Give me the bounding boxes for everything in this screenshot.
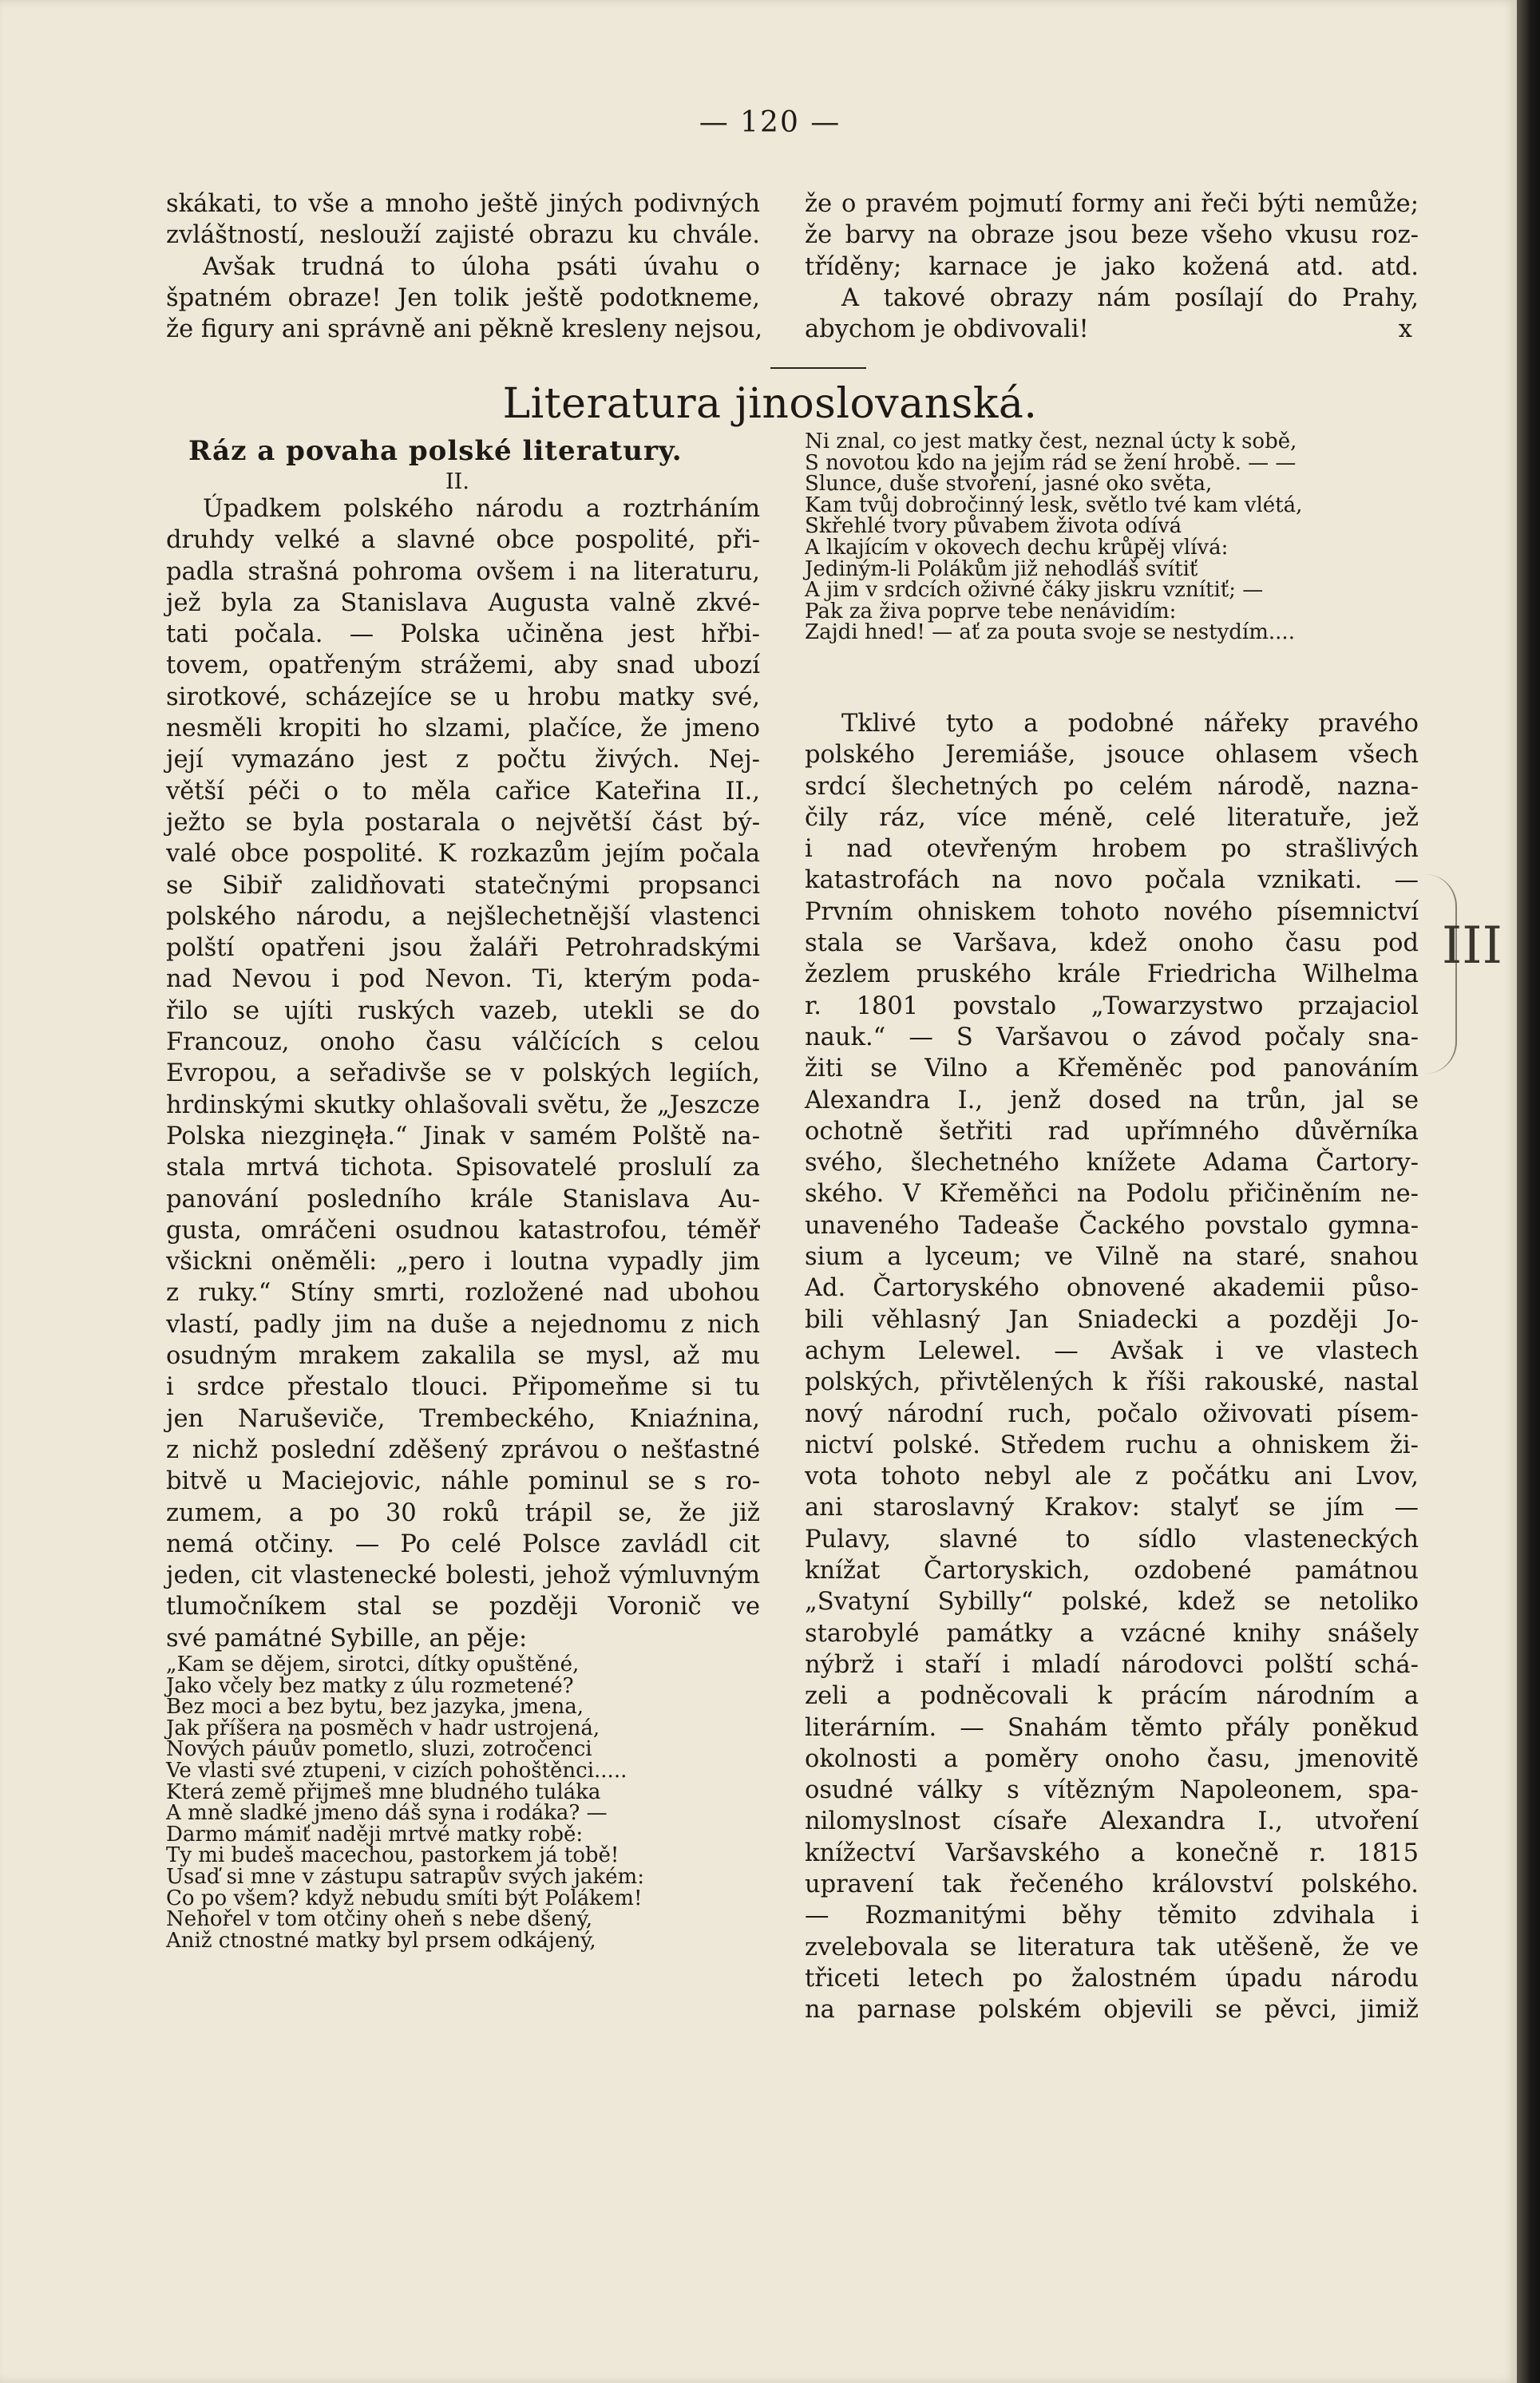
body-line: achym Lelewel. — Avšak i ve vlastech xyxy=(805,1336,1419,1365)
top-left-line: skákati, to vše a mnoho ještě jiných podivných xyxy=(166,190,760,218)
body-line: ani staroslavný Krakov: stalyť se jím — xyxy=(805,1494,1419,1522)
right-body-column xyxy=(805,708,1419,2025)
article-part-number: II. xyxy=(445,469,469,494)
article-title: Ráz a povaha polské literatury. xyxy=(188,435,683,467)
verse-line: Pak za živa poprve tebe nenávidím: xyxy=(805,599,1177,623)
top-right-line: tříděny; karnace je jako kožená atd. atd. xyxy=(805,252,1419,281)
body-line: nový národní ruch, počalo oživovati písem- xyxy=(805,1399,1419,1428)
top-right-line: že barvy na obraze jsou beze všeho vkusu roz- xyxy=(805,221,1419,250)
body-line: nauk.“ — S Varšavou o závod počaly sna- xyxy=(805,1023,1419,1051)
body-line: Úpadkem polského národu a roztrháním xyxy=(203,495,760,523)
left-verse-block xyxy=(166,1654,760,1951)
body-line: unaveného Tadeaše Čackého povstalo gymna- xyxy=(805,1211,1419,1240)
section-divider-rule xyxy=(770,367,866,369)
body-line: osudným mrakem zakalila se mysl, až mu xyxy=(166,1342,760,1371)
top-left-line: špatném obraze! Jen tolik ještě podotkneme, xyxy=(166,283,760,312)
body-line: druhdy velké a slavné obce pospolité, při- xyxy=(166,526,760,555)
body-line: srdcí šlechetných po celém národě, nazna- xyxy=(805,772,1419,801)
body-line: Pulavy, slavné to sídlo vlasteneckých xyxy=(805,1525,1419,1554)
body-line: zvelebovala se literatura tak utěšeně, že ve xyxy=(805,1933,1419,1961)
body-line: padla strašná pohroma ovšem i na literaturu, xyxy=(166,557,760,586)
body-line: jeden, cit vlastenecké bolesti, jehož výmluvným xyxy=(166,1562,760,1590)
top-left-line: zvláštností, neslouží zajisté obrazu ku chvále. xyxy=(166,221,760,250)
verse-line: A jim v srdcích oživné čáky jiskru vznítiť; — xyxy=(805,578,1264,603)
top-left-line: že figury ani správně ani pěkně kresleny nejsou, xyxy=(166,315,763,344)
verse-line: „Kam se dějem, sirotci, dítky opuštěné, xyxy=(166,1652,580,1676)
body-line: polští opatřeni jsou žaláři Petrohradskými xyxy=(166,934,760,963)
body-line: nilomyslnost císaře Alexandra I., utvoření xyxy=(805,1807,1419,1836)
body-line: vota tohoto nebyl ale z počátku ani Lvov, xyxy=(805,1463,1419,1491)
verse-line: Kam tvůj dobročinný lesk, světlo tvé kam vlétá, xyxy=(805,493,1303,517)
top-right-line: že o pravém pojmutí formy ani řeči býti nemůže; xyxy=(805,190,1419,218)
top-right-line: abychom je obdivovali! xyxy=(805,315,1089,344)
body-line: tovem, opatřeným strážemi, aby snad ubozí xyxy=(166,651,760,680)
body-line: „Svatyní Sybilly“ polské, kdež se netoliko xyxy=(805,1588,1419,1617)
body-line: tlumočníkem stal se později Voronič ve xyxy=(166,1593,760,1621)
body-line: knížectví Varšavského a konečně r. 1815 xyxy=(805,1839,1419,1867)
body-line: r. 1801 povstalo „Towarzystwo przajaciol xyxy=(805,992,1419,1020)
body-line: osudné války s vítězným Napoleonem, spa- xyxy=(805,1776,1419,1805)
top-right-column xyxy=(805,188,1419,345)
page-number: — 120 — xyxy=(699,106,841,139)
body-line: žezlem pruského krále Friedricha Wilhelma xyxy=(805,960,1419,989)
body-line: stala se Varšava, kdež onoho času pod xyxy=(805,929,1419,958)
body-line: sirotkové, scházejíce se u hrobu matky své, xyxy=(166,683,760,711)
section-title: Literatura jinoslovanská. xyxy=(502,380,1038,428)
body-line: Francouz, onoho času válčících s celou xyxy=(166,1028,760,1057)
body-line: sium a lyceum; ve Vilně na staré, snahou xyxy=(805,1243,1419,1272)
body-line: nictví polské. Středem ruchu a ohniskem ži- xyxy=(805,1431,1419,1459)
body-line: i srdce přestalo tlouci. Připomeňme si tu xyxy=(166,1373,760,1402)
body-line: jen Naruševiče, Trembeckého, Kniaźnina, xyxy=(166,1404,760,1433)
body-line: z nichž poslední zděšený zprávou o nešťastné xyxy=(166,1435,760,1464)
body-line: jež byla za Stanislava Augusta valně zkvé- xyxy=(166,588,760,617)
top-right-line: A takové obrazy nám posílají do Prahy, xyxy=(841,283,1419,312)
body-line: Polska niezginęła.“ Jinak v samém Polště na- xyxy=(166,1122,760,1150)
body-line: polských, přivtělených k říši rakouské, nastal xyxy=(805,1368,1419,1397)
body-line: valé obce pospolité. K rozkazům jejím počala xyxy=(166,840,760,869)
verse-line: Která země přijmeš mne bludného tuláka xyxy=(166,1779,601,1804)
margin-roman-numeral: III xyxy=(1442,916,1502,976)
body-line: žiti se Vilno a Křeměněc pod panováním xyxy=(805,1055,1419,1083)
verse-line: Co po všem? když nebudu smíti být Polákem! xyxy=(166,1886,643,1910)
body-line: polského národu, a nejšlechetnější vlastenci xyxy=(166,902,760,931)
verse-line: A lkajícím v okovech dechu krůpěj vlívá: xyxy=(805,535,1229,560)
body-line: literárním. — Snahám těmto přály poněkud xyxy=(805,1713,1419,1742)
left-body-column xyxy=(166,493,760,1951)
body-line: starobylé památky a vzácné knihy snášely xyxy=(805,1619,1419,1648)
body-line: katastrofách na novo počala vznikati. — xyxy=(805,866,1419,895)
body-line: nýbrž i staří i mladí národovci polští schá- xyxy=(805,1650,1419,1679)
verse-line: Usaď si mne v zástupu satrapův svých jakém: xyxy=(166,1864,644,1889)
body-line: vlastí, padly jim na duše a nejednomu z nich xyxy=(166,1310,760,1339)
body-line: třiceti letech po žalostném úpadu národu xyxy=(805,1964,1419,1993)
body-line: nemá otčiny. — Po celé Polsce zavládl cit xyxy=(166,1530,760,1558)
verse-line: Nových páuův pometlo, sluzi, zotročenci xyxy=(166,1737,592,1762)
top-right-last-line xyxy=(805,314,1419,345)
body-line: ochotně šetřiti rad upřímného důvěrníka xyxy=(805,1117,1419,1146)
body-line: tati počala. — Polska učiněna jest hřbi- xyxy=(166,620,760,649)
body-line: zeli a podněcovali k prácím národním a xyxy=(805,1682,1419,1711)
top-left-line: Avšak trudná to úloha psáti úvahu o xyxy=(203,252,760,281)
body-line: bitvě u Maciejovic, náhle pominul se s ro- xyxy=(166,1467,760,1496)
verse-line: Aniž ctnostné matky byl prsem odkájený, xyxy=(166,1928,596,1953)
verse-line: S novotou kdo na jejím rád se žení hrobě. — — xyxy=(805,450,1297,475)
body-line: knížat Čartoryskich, ozdobené památnou xyxy=(805,1557,1419,1585)
body-line: panování posledního krále Stanislava Au- xyxy=(166,1185,760,1213)
verse-line: Ty mi budeš macechou, pastorkem já tobě! xyxy=(166,1843,620,1868)
body-line: Prvním ohniskem tohoto nového písemnictví xyxy=(805,897,1419,926)
verse-line: Jak příšera na posměch v hadr ustrojená, xyxy=(166,1716,600,1740)
verse-line: Jako včely bez matky z úlu rozmetené? xyxy=(166,1673,574,1698)
body-line: polského Jeremiáše, jsouce ohlasem všech xyxy=(805,741,1419,770)
body-line: své památné Sybille, an pěje: xyxy=(166,1624,528,1653)
body-line: okolnosti a poměry onoho času, jmenovitě xyxy=(805,1744,1419,1773)
body-line: gusta, omráčeni osudnou katastrofou, téměř xyxy=(166,1216,760,1245)
verse-line: Slunce, duše stvoření, jasné oko světa, xyxy=(805,472,1213,497)
signature-mark: x xyxy=(1398,315,1412,344)
top-left-column xyxy=(166,188,763,345)
body-line: její vymazáno jest z počtu živých. Nej- xyxy=(166,746,760,774)
body-line: všickni oněměli: „pero i loutna vypadly jim xyxy=(166,1248,760,1277)
body-line: svého, šlechetného knížete Adama Čartory- xyxy=(805,1149,1419,1178)
body-line: řilo se ujíti ruských vazeb, utekli se do xyxy=(166,996,760,1025)
body-line: Alexandra I., jenž dosed na trůn, jal se xyxy=(805,1086,1419,1114)
body-line: Evropou, a seřadivše se v polských legiích, xyxy=(166,1059,760,1088)
verse-line: Darmo mámiť naději mrtvé matky robě: xyxy=(166,1822,584,1847)
body-line: ježto se byla postarala o největší část bý- xyxy=(166,808,760,837)
verse-line: Skřehlé tvory půvabem života odívá xyxy=(805,514,1182,539)
body-line: upravení tak řečeného království polského. xyxy=(805,1870,1419,1898)
verse-line: Jediným-li Polákům již nehodláš svítiť xyxy=(805,556,1198,581)
body-line: čily ráz, více méně, celé literatuře, jež xyxy=(805,803,1419,832)
body-line: bili věhlasný Jan Sniadecki a později Jo- xyxy=(805,1305,1419,1334)
verse-line: Ve vlasti své ztupeni, v cizích pohoštěnci..... xyxy=(166,1758,627,1783)
verse-line: Bez moci a bez bytu, bez jazyka, jmena, xyxy=(166,1695,584,1720)
body-line: se Sibiř zalidňovati statečnými propsanci xyxy=(166,871,760,900)
page-edge-shadow xyxy=(1517,0,1540,2383)
verse-line: A mně sladké jmeno dáš syna i rodáka? — xyxy=(166,1801,608,1826)
body-line: ského. V Křeměňci na Podolu přičiněním ne- xyxy=(805,1180,1419,1209)
body-line: větší péči o to měla cařice Kateřina II., xyxy=(166,777,760,806)
right-verse-block xyxy=(805,431,1419,643)
body-line: na parnase polském objevili se pěvci, jimiž xyxy=(805,1996,1419,2025)
body-line: nad Nevou i pod Nevon. Ti, kterým poda- xyxy=(166,965,760,994)
body-line: Ad. Čartoryského obnovené akademii půso- xyxy=(805,1274,1419,1303)
verse-line: Nehořel v tom otčiny oheň s nebe dšený, xyxy=(166,1907,593,1932)
verse-line: Zajdi hned! — ať za pouta svoje se nestydím.... xyxy=(805,620,1295,645)
body-line: z ruky.“ Stíny smrti, rozložené nad ubohou xyxy=(166,1279,760,1308)
body-line: Tklivé tyto a podobné nářeky pravého xyxy=(841,710,1419,738)
body-line: hrdinskými skutky ohlašovali světu, že „Jeszcze xyxy=(166,1091,760,1119)
body-line: stala mrtvá tichota. Spisovatelé proslulí za xyxy=(166,1154,760,1182)
body-line: nesměli kropiti ho slzami, plačíce, že jmeno xyxy=(166,715,760,743)
body-line: — Rozmanitými běhy těmito zdvihala i xyxy=(805,1902,1419,1930)
body-line: i nad otevřeným hrobem po strašlivých xyxy=(805,835,1419,864)
verse-line: Ni znal, co jest matky čest, neznal úcty k sobě, xyxy=(805,429,1297,453)
body-line: zumem, a po 30 roků trápil se, že již xyxy=(166,1498,760,1527)
